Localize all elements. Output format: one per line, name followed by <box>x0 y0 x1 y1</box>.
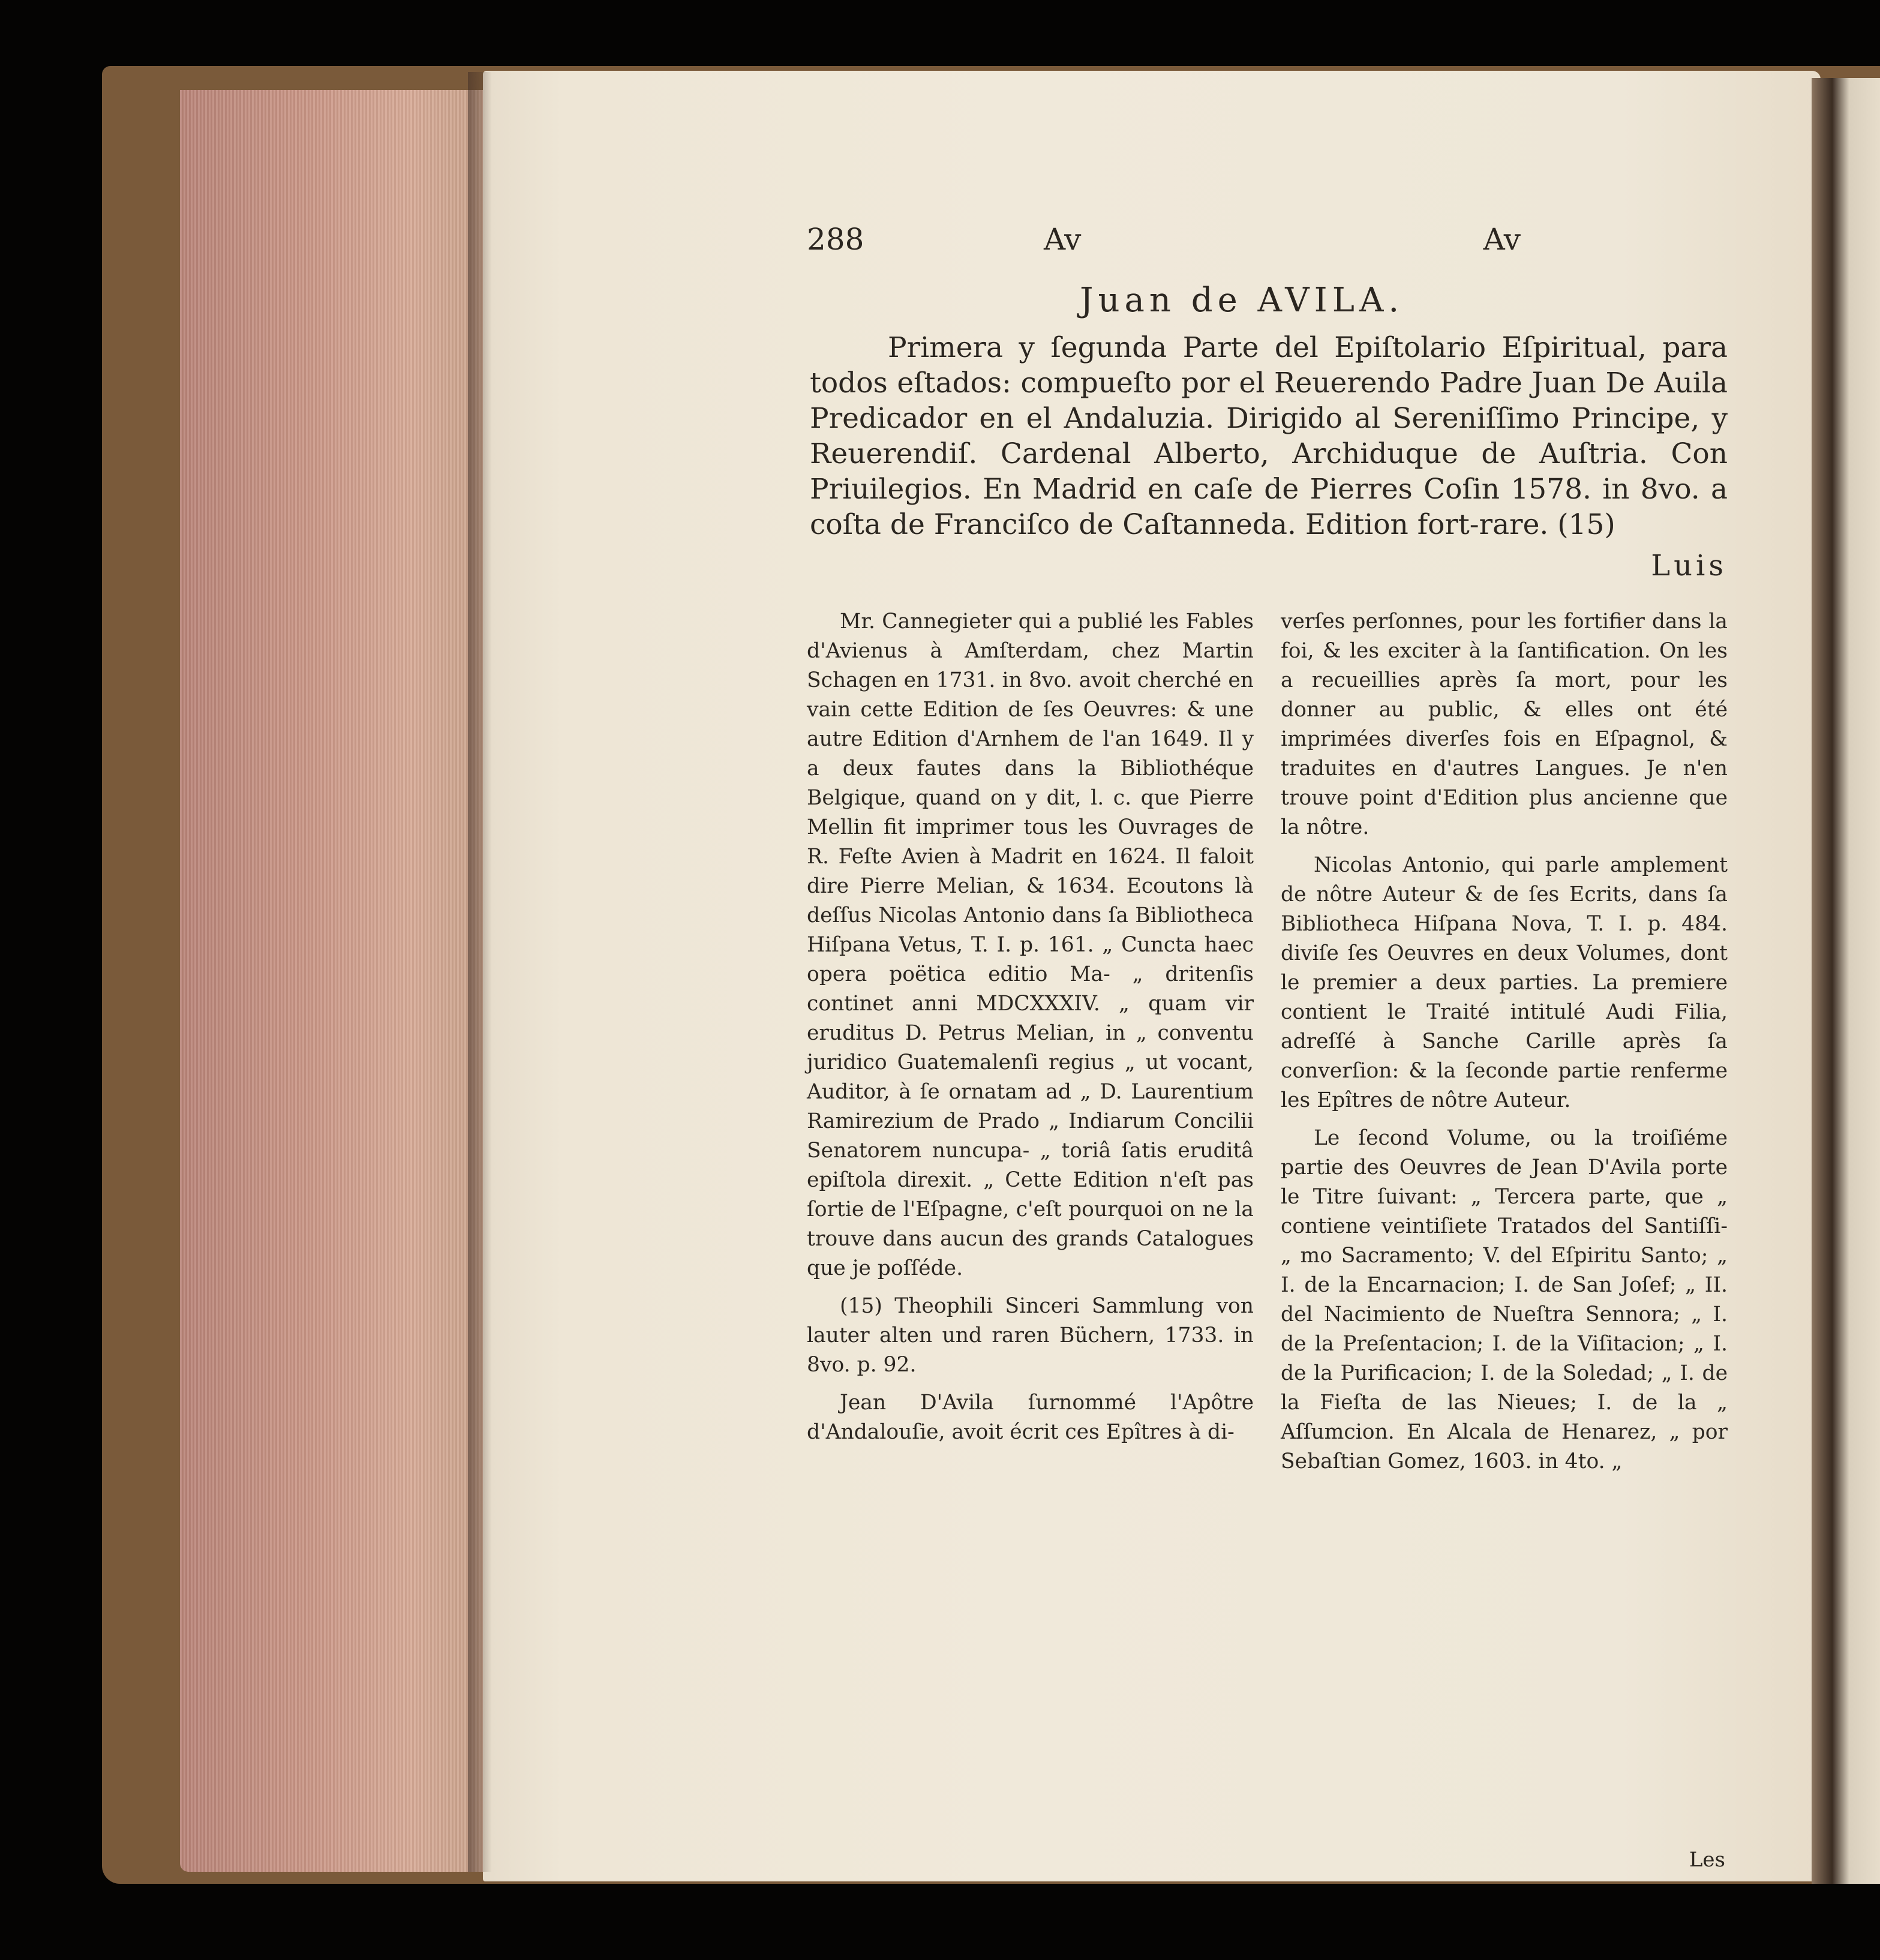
right-paragraph-1: verſes perſonnes, pour les fortifier dans la foi, & les exciter à la ſantification. On les a recueillies après ſa mort, pour les donner au public, & elles ont été imprimées diverſes fois en Eſpagnol, & traduites en d'autres Langues. Je n'en trouve point d'Edition plus ancienne que la nôtre. <box>1281 610 1728 839</box>
left-column <box>807 607 1254 1455</box>
left-paragraph-3: Jean D'Avila ſurnommé l'Apôtre d'Andalouſie, avoit écrit ces Epîtres à di- <box>807 1391 1254 1444</box>
catchword: Les <box>1689 1848 1725 1872</box>
facing-page-edge <box>1812 78 1880 1884</box>
entry-bibliographic-text: Primera y ſegunda Parte del Epiſtolario Eſpiritual, para todos eſtados: compueſto por el Reuerendo Padre Juan De Auila Predicador en el Andaluzia. Dirigido al Sereniſſimo Principe, y Reuerendiſ. Cardenal Alberto, Archiduque de Auſtria. Con Priuilegios. En Madrid en caſe de Pierres Coſin 1578. in 8vo. a coſta de Franciſco de Caſtanneda. Edition fort-rare. (15) <box>810 331 1728 541</box>
right-paragraph-2: Nicolas Antonio, qui parle amplement de nôtre Auteur & de ſes Ecrits, dans ſa Bibliotheca Hiſpana Nova, T. I. p. 484. diviſe ſes Oeuvres en deux Volumes, dont le premier a deux parties. La premiere contient le Traité intitulé Audi Filia, adreſſé à Sanche Carille après ſa converſion: & la ſeconde partie renferme les Epîtres de nôtre Auteur. <box>1281 853 1728 1112</box>
running-head-right: Av <box>1483 222 1521 257</box>
page-number: 288 <box>807 222 864 257</box>
right-column <box>1281 607 1728 1485</box>
left-paragraph-1: Mr. Cannegieter qui a publié les Fables d'Avienus à Amſterdam, chez Martin Schagen en 1731. in 8vo. avoit cherché en vain cette Edition de ſes Oeuvres: & une autre Edition d'Arnhem de l'an 1649. Il y a deux fautes dans la Bibliothéque Belgique, quand on y dit, l. c. que Pierre Mellin fit imprimer tous les Ouvrages de R. Feſte Avien à Madrit en 1624. Il faloit dire Pierre Melian, & 1634. Ecoutons là deſſus Nicolas Antonio dans ſa Bibliotheca Hiſpana Vetus, T. I. p. 161. „ Cuncta haec opera poëtica editio Ma- „ dritenſis continet anni MDCXXXIV. „ quam vir eruditus D. Petrus Melian, in „ conventu juridico Guatemalenſi regius „ ut vocant, Auditor, à ſe ornatam ad „ D. Laurentium Ramirezium de Prado „ Indiarum Concilii Senatorem nuncupa- „ toriâ ſatis eruditâ epiſtola direxit. „ Cette Edition n'eſt pas ſortie de l'Eſpagne, c'eſt pourquoi on ne la trouve dans aucun des grands Catalogues que je poſſéde. <box>807 610 1254 1280</box>
next-entry-heading: Luis <box>1651 549 1727 583</box>
left-paragraph-footnote: (15) Theophili Sinceri Sammlung von lauter alten und raren Büchern, 1733. in 8vo. p. 92. <box>807 1294 1254 1377</box>
running-head-center: Av <box>1044 222 1082 257</box>
spine-shadow <box>468 72 492 1872</box>
running-head <box>807 222 1521 264</box>
page-edges <box>180 90 489 1872</box>
entry-author-heading: Juan de AVILA. <box>1080 281 1404 320</box>
right-paragraph-3: Le ſecond Volume, ou la troiſiéme partie des Oeuvres de Jean D'Avila porte le Titre ſuivant: „ Tercera parte, que „ contiene veintiſiete Tratados del Santiſſi- „ mo Sacramento; V. del Eſpiritu Santo; „ I. de la Encarnacion; I. de San Joſef; „ II. del Nacimiento de Nueſtra Sennora; „ I. de la Preſentacion; I. de la Viſitacion; „ I. de la Purificacion; I. de la Soledad; „ I. de la Fieſta de las Nieues; I. de la „ Aſſumcion. En Alcala de Henarez, „ por Sebaſtian Gomez, 1603. in 4to. „ <box>1281 1126 1728 1473</box>
